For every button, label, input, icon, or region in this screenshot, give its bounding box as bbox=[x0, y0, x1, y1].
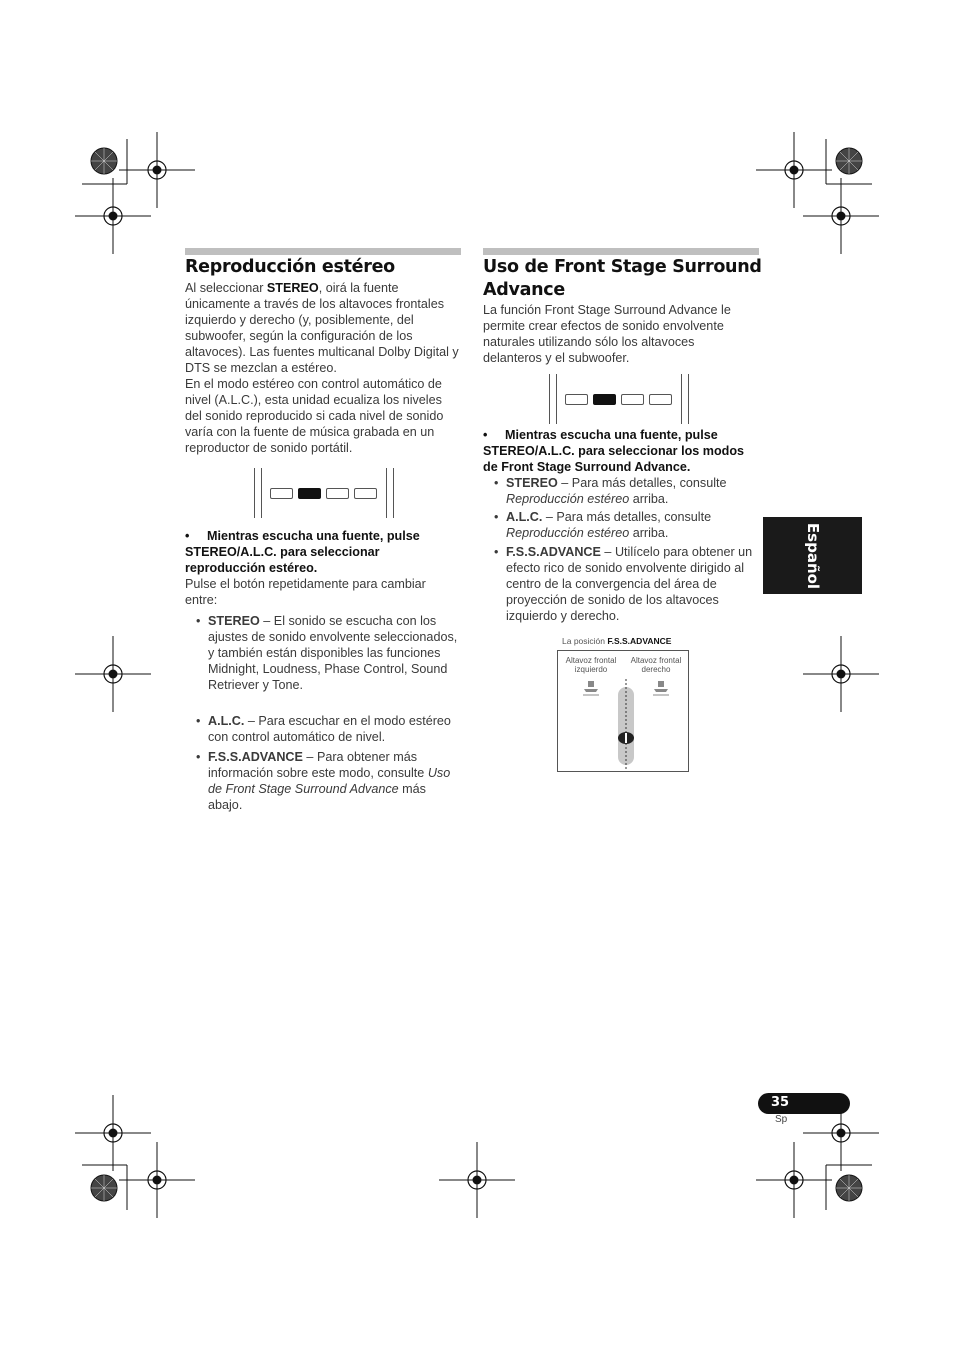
display-segment-active bbox=[593, 394, 616, 405]
item-tail: arriba. bbox=[629, 492, 669, 506]
stereo-intro-1-pre: Al seleccionar bbox=[185, 281, 267, 295]
display-segment bbox=[565, 394, 588, 405]
section-title-stereo: Reproducción estéreo bbox=[185, 257, 395, 277]
diagram-caption bbox=[562, 636, 671, 646]
page-number-badge bbox=[758, 1093, 850, 1114]
display-segment bbox=[270, 488, 293, 499]
right-speaker-label: Altavoz frontal derecho bbox=[630, 656, 682, 674]
item-text: – Utilícelo para obtener un efecto rico de sonido envolvente dirigido al centro de la convergencia del área de proyección de sonido de los altavoces izquierdo y derecho. bbox=[506, 545, 753, 623]
stereo-intro-1-bold: STEREO bbox=[266, 281, 319, 295]
item-text: – Para escuchar en el modo estéreo con control automático de nivel. bbox=[208, 714, 451, 744]
list-item: • F.S.S.ADVANCE – Para obtener más información sobre este modo, consulte Uso de Front Stage Surround Advance más abajo. bbox=[196, 750, 451, 812]
list-item: • F.S.S.ADVANCE – Utilícelo para obtener un efecto rico de sonido envolvente dirigido al centro de la convergencia del área de proyección de sonido de los altavoces izquierdo y derecho. bbox=[494, 545, 753, 623]
diagram-caption-pre: La posición bbox=[562, 636, 608, 646]
fss-step bbox=[483, 427, 759, 475]
page-number: 35 bbox=[771, 1095, 790, 1110]
language-tab bbox=[763, 517, 862, 594]
diagram-caption-bold: F.S.S.ADVANCE bbox=[607, 636, 672, 646]
stereo-step-bullet: • bbox=[185, 529, 190, 543]
list-item: • STEREO – El sonido se escucha con los ajustes de sonido envolvente seleccionados, y también están disponibles las funciones Midnight, Loudness, Phase Control, Sound Retriever y Tone. bbox=[196, 614, 458, 692]
fss-step-text: Mientras escucha una fuente, pulse STEREO/A.L.C. para seleccionar los modos de Front Stage Surround Advance. bbox=[483, 428, 745, 474]
display-illustration-fss bbox=[549, 374, 689, 424]
list-item: • STEREO – Para más detalles, consulte Reproducción estéreo arriba. bbox=[494, 476, 727, 506]
item-tail: arriba. bbox=[629, 526, 669, 540]
item-text: – Para obtener más información sobre este modo, consulte bbox=[208, 750, 428, 780]
display-segment bbox=[621, 394, 644, 405]
item-text: – Para más detalles, consulte bbox=[557, 476, 727, 490]
item-italic: Reproducción estéreo bbox=[506, 526, 630, 540]
stereo-step bbox=[185, 528, 461, 576]
fss-intro: La función Front Stage Surround Advance le permite crear efectos de sonido envolvente naturales utilizando sólo los altavoces delanteros y el subwoofer. bbox=[483, 303, 731, 365]
stereo-intro-1-post: , oirá la fuente únicamente a través de los altavoces frontales izquierdo y derecho (y, posiblemente, del subwoofer, según la configuración de los altavoces). Las fuentes multicanal Dolby Digital y DTS se mezclan a estéreo. bbox=[185, 281, 459, 375]
item-italic: Reproducción estéreo bbox=[506, 492, 630, 506]
section-title-fss-line1: Uso de Front Stage Surround bbox=[483, 257, 762, 277]
item-label: F.S.S.ADVANCE bbox=[208, 750, 303, 764]
item-tail: más abajo. bbox=[208, 782, 426, 812]
display-segment-active bbox=[298, 488, 321, 499]
stereo-step-note: Pulse el botón repetidamente para cambiar entre: bbox=[185, 577, 426, 607]
language-tab-label: Español bbox=[803, 522, 822, 589]
speaker-icon bbox=[653, 681, 669, 695]
left-speaker-label: Altavoz frontal izquierdo bbox=[565, 656, 617, 674]
stereo-step-text: Mientras escucha una fuente, pulse STEREO/A.L.C. para seleccionar reproducción estéreo. bbox=[185, 529, 420, 575]
page-language: Sp bbox=[775, 1114, 788, 1125]
list-item: • A.L.C. – Para escuchar en el modo estéreo con control automático de nivel. bbox=[196, 714, 451, 744]
stereo-intro-2: En el modo estéreo con control automático de nivel (A.L.C.), esta unidad ecualiza los niveles del sonido reproducido si cada nivel de sonido varía con la fuente de música grabada en un reproductor de sonido portátil. bbox=[185, 377, 444, 455]
stereo-intro-1 bbox=[185, 280, 461, 376]
list-item: • A.L.C. – Para más detalles, consulte Reproducción estéreo arriba. bbox=[494, 510, 712, 540]
item-label: A.L.C. bbox=[208, 714, 245, 728]
display-segment bbox=[649, 394, 672, 405]
display-illustration-stereo bbox=[254, 468, 394, 518]
display-segment bbox=[326, 488, 349, 499]
item-label: F.S.S.ADVANCE bbox=[506, 545, 601, 559]
section-title-fss-line2: Advance bbox=[483, 280, 565, 300]
fss-position-diagram bbox=[557, 650, 689, 772]
speaker-icon bbox=[583, 681, 599, 695]
item-label: STEREO bbox=[506, 476, 558, 490]
item-label: STEREO bbox=[208, 614, 260, 628]
item-text: – El sonido se escucha con los ajustes de sonido envolvente seleccionados, y también están disponibles las funciones Midnight, Loudness, Phase Control, Sound Retriever y Tone. bbox=[208, 614, 458, 692]
section-rule-right bbox=[483, 248, 759, 255]
fss-step-bullet: • bbox=[483, 428, 488, 442]
display-segment bbox=[354, 488, 377, 499]
item-text: – Para más detalles, consulte bbox=[542, 510, 712, 524]
item-label: A.L.C. bbox=[506, 510, 543, 524]
section-rule-left bbox=[185, 248, 461, 255]
item-italic: Uso de Front Stage Surround Advance bbox=[208, 766, 451, 796]
speaker-convergence-graphic bbox=[558, 651, 688, 771]
